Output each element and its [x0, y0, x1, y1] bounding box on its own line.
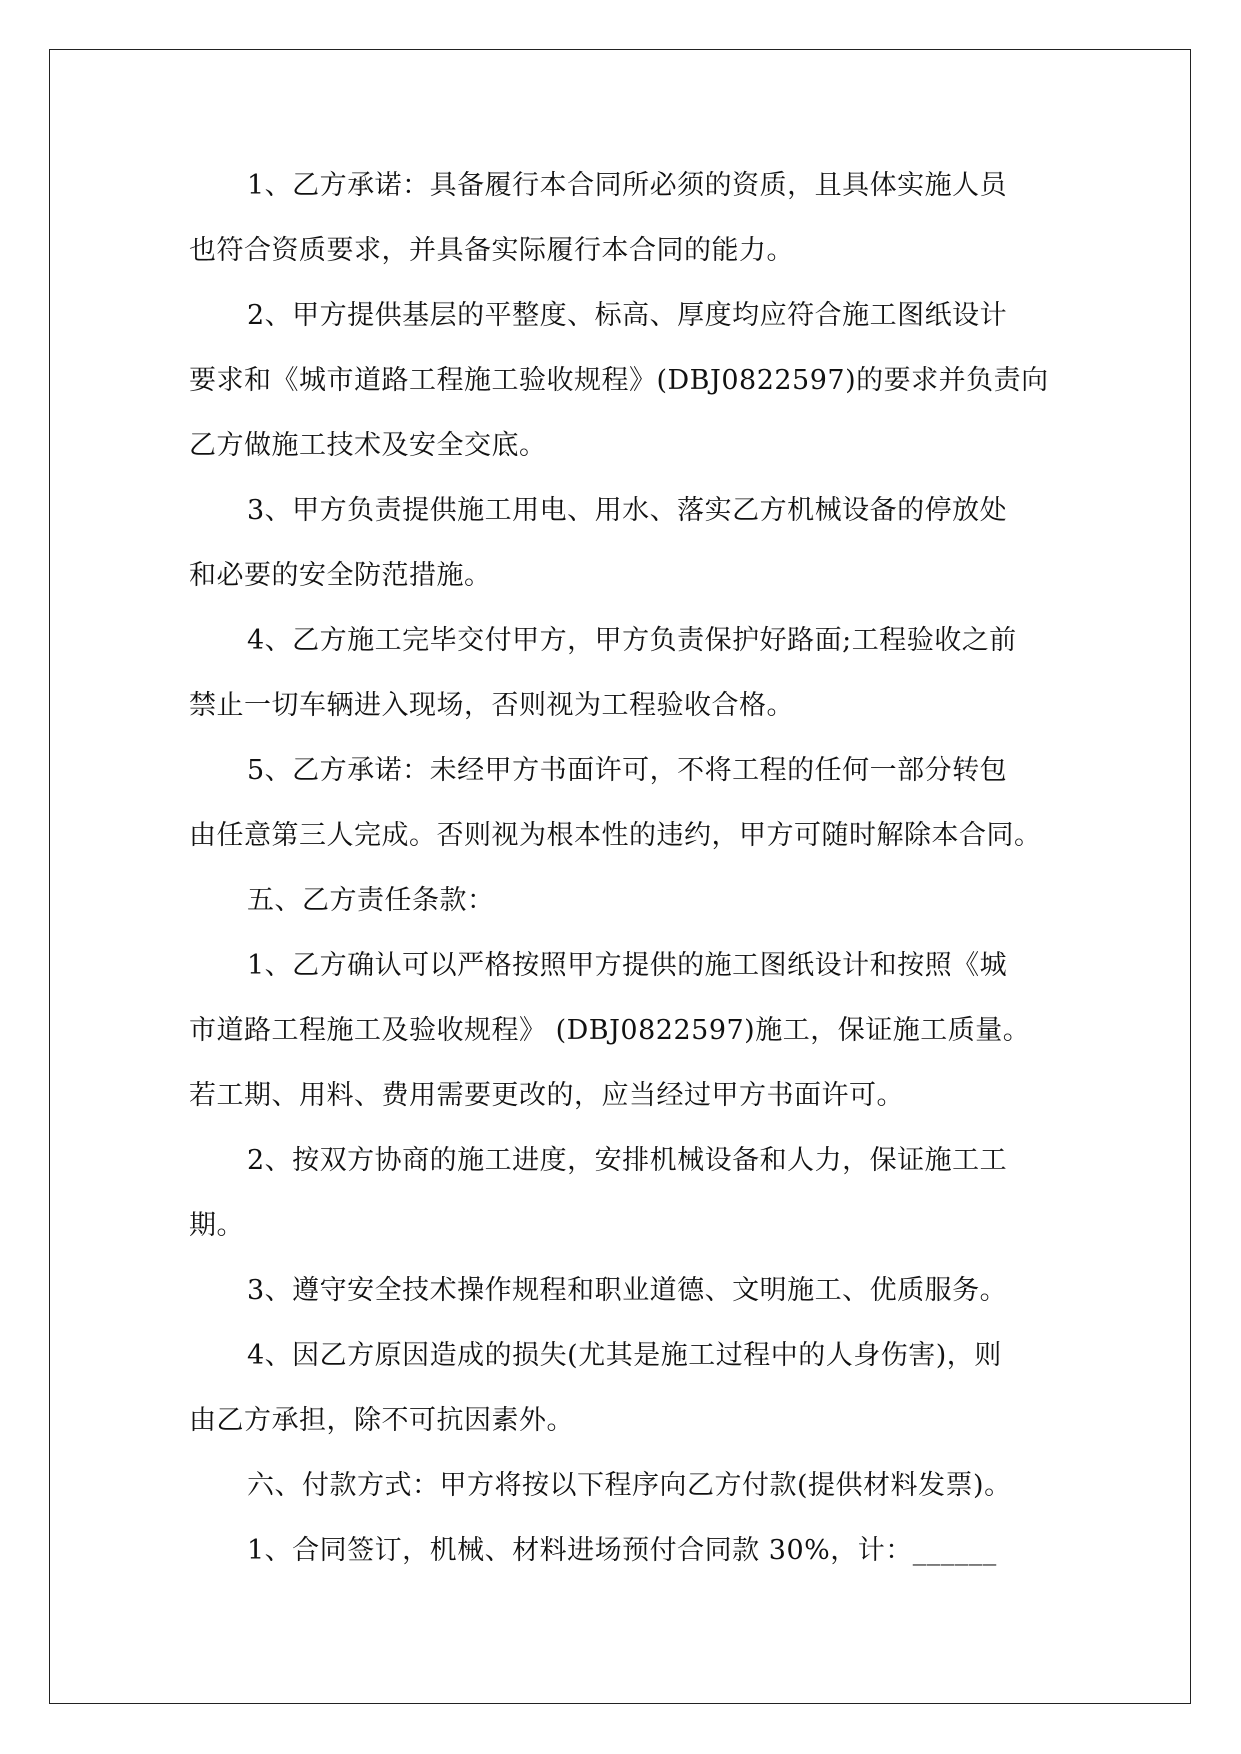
- text-line: 期。: [189, 1210, 244, 1241]
- text-line: 和必要的安全防范措施。: [189, 560, 492, 591]
- text-line: 市道路工程施工及验收规程》 (DBJ0822597)施工，保证施工质量。: [189, 1015, 1031, 1046]
- text-line: 5、乙方承诺：未经甲方书面许可，不将工程的任何一部分转包: [247, 755, 1008, 786]
- document-body: [189, 153, 1059, 1583]
- text-line: 1、乙方承诺：具备履行本合同所必须的资质，且具体实施人员: [247, 170, 1008, 201]
- section-heading: 五、乙方责任条款：: [247, 885, 495, 916]
- text-line: 1、乙方确认可以严格按照甲方提供的施工图纸设计和按照《城: [247, 950, 1008, 981]
- text-line: 2、按双方协商的施工进度，安排机械设备和人力，保证施工工: [247, 1145, 1008, 1176]
- text-line: 4、因乙方原因造成的损失(尤其是施工过程中的人身伤害)，则: [247, 1340, 1002, 1371]
- text-line: 乙方做施工技术及安全交底。: [189, 430, 547, 461]
- text-line: 1、合同签订，机械、材料进场预付合同款 30%，计：______: [247, 1535, 997, 1566]
- section-heading: 六、付款方式：甲方将按以下程序向乙方付款(提供材料发票)。: [247, 1470, 1012, 1501]
- text-line: 由任意第三人完成。否则视为根本性的违约，甲方可随时解除本合同。: [189, 820, 1042, 851]
- text-line: 2、甲方提供基层的平整度、标高、厚度均应符合施工图纸设计: [247, 300, 1008, 331]
- text-line: 也符合资质要求，并具备实际履行本合同的能力。: [189, 235, 794, 266]
- text-line: 禁止一切车辆进入现场，否则视为工程验收合格。: [189, 690, 794, 721]
- text-line: 由乙方承担，除不可抗因素外。: [189, 1405, 574, 1436]
- text-line: 要求和《城市道路工程施工验收规程》(DBJ0822597)的要求并负责向: [189, 365, 1049, 396]
- text-line: 4、乙方施工完毕交付甲方，甲方负责保护好路面;工程验收之前: [247, 625, 1017, 656]
- text-line: 若工期、用料、费用需要更改的，应当经过甲方书面许可。: [189, 1080, 904, 1111]
- text-line: 3、遵守安全技术操作规程和职业道德、文明施工、优质服务。: [247, 1275, 1008, 1306]
- text-line: 3、甲方负责提供施工用电、用水、落实乙方机械设备的停放处: [247, 495, 1008, 526]
